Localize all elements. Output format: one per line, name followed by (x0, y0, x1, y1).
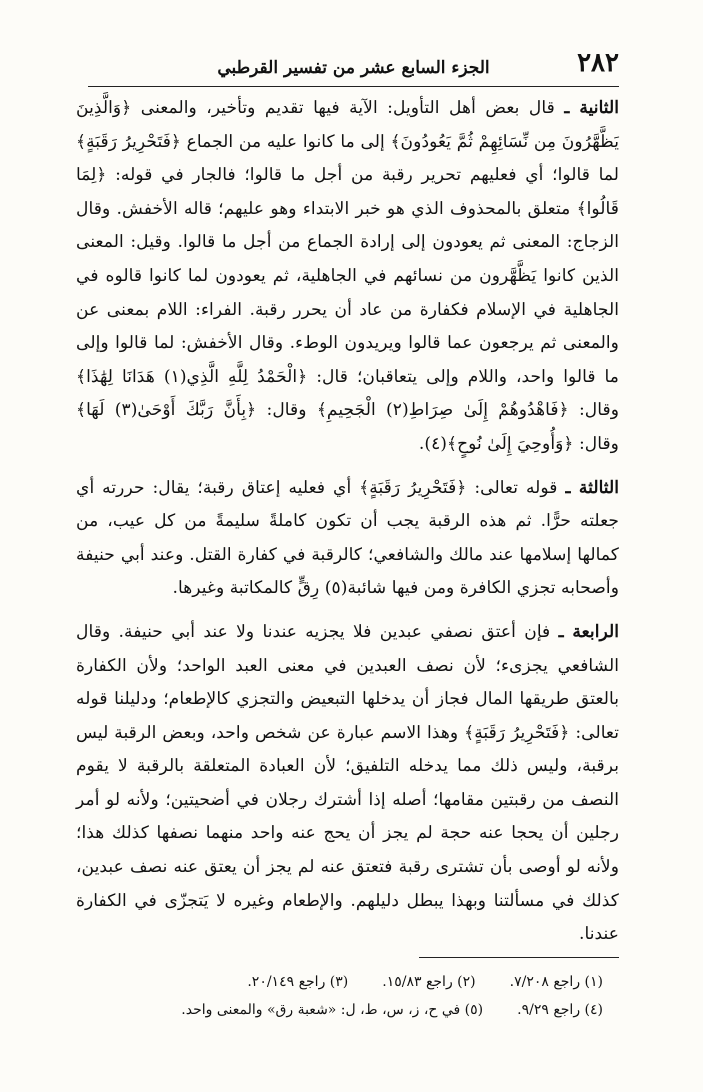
footnote-row (90, 968, 603, 996)
paragraph-fourth (76, 616, 619, 952)
footnote: (٢) راجع ١٥/٨٣. (382, 974, 476, 990)
footnote: (١) راجع ٧/٢٠٨. (509, 974, 603, 990)
paragraph-lead: الثانية ـ (564, 98, 620, 118)
body-text (76, 92, 619, 962)
footnote: (٣) راجع ٢٠/١٤٩. (247, 974, 349, 990)
footnote-row (90, 996, 603, 1024)
page-header (88, 48, 619, 87)
paragraph-lead: الرابعة ـ (558, 621, 619, 642)
footnote: (٤) راجع ٩/٢٩. (517, 1002, 603, 1018)
paragraph-second (76, 92, 619, 462)
paragraph-third (76, 472, 619, 606)
paragraph-text: قوله تعالى: ﴿فَتَحْرِيرُ رَقَبَةٍ﴾ أي فعليه إعتاق رقبة؛ يقال: حررته أي جعلته حرًّا. ثم هذه الرقبة يجب أن تكون كاملةً سليمةً من كل عيب، من كمالها إسلامها عند مالك والشافعي؛ كالرقبة في كفارة القتل. وعند أبي حنيفة وأصحابه تجزي الكافرة ومن فيها شائبة(٥) رِقٍّ كالمكاتبة وغيرها. (76, 477, 619, 599)
footnotes (90, 968, 603, 1024)
footnote: (٥) في ح، ز، س، ط، ل: «شعبة رق» والمعنى واحد. (181, 1002, 484, 1018)
paragraph-text: قال بعض أهل التأويل: الآية فيها تقديم وتأخير، والمعنى ﴿وَالَّذِينَ يَظَّهَّرُونَ مِن نِّسَائِهِمْ ثُمَّ يَعُودُونَ﴾ إلى ما كانوا عليه من الجماع ﴿فَتَحْرِيرُ رَقَبَةٍ﴾ لما قالوا؛ أي فعليهم تحرير رقبة من أجل ما قالوا؛ فالجار في قوله: ﴿لِمَا قَالُوا﴾ متعلق بالمحذوف الذي هو خبر الابتداء وهو عليهم؛ قاله الأخفش. وقال الزجاج: المعنى ثم يعودون إلى إرادة الجماع من أجل ما قالوا. وقيل: المعنى الذين كانوا يَظَّهَّرون من نسائهم في الجاهلية، ثم يعودون لما كانوا قالوه في الجاهلية في الإسلام فكفارة من عاد أن يحرر رقبة. الفراء: اللام بمعنى عن والمعنى ثم يرجعون عما قالوا ويريدون الوطء. وقال الأخفش: لما قالوا وإلى ما قالوا واحد، واللام وإلى يتعاقبان؛ قال: ﴿الْحَمْدُ لِلَّهِ الَّذِي(١) هَدَانَا لِهَٰذَا﴾ وقال: ﴿فَاهْدُوهُمْ إِلَىٰ صِرَاطِ(٢) الْجَحِيمِ﴾ وقال: ﴿بِأَنَّ رَبَّكَ أَوْحَىٰ(٣) لَهَا﴾ وقال: ﴿وَأُوحِيَ إِلَىٰ نُوحٍ﴾(٤). (76, 98, 620, 454)
footnote-divider (419, 957, 619, 958)
running-title: الجزء السابع عشر من تفسير القرطبي (217, 58, 490, 78)
page-number: ٢٨٢ (577, 48, 619, 78)
paragraph-text: فإن أعتق نصفي عبدين فلا يجزيه عندنا ولا عند أبي حنيفة. وقال الشافعي يجزىء؛ لأن نصف العبدين في معنى العبد الواحد؛ ولأن الكفارة بالعتق طريقها المال فجاز أن يدخلها التبعيض والتجزي كالإطعام؛ ودليلنا قوله تعالى: ﴿فَتَحْرِيرُ رَقَبَةٍ﴾ وهذا الاسم عبارة عن شخص واحد، وبعض الرقبة ليس برقبة، وليس ذلك مما يدخله التلفيق؛ لأن العبادة المتعلقة بالرقبة لا يقوم النصف من رقبتين مقامها؛ أصله إذا أشترك رجلان في أضحيتين؛ ولأنه لو أمر رجلين أن يحجا عنه حجة لم يجز أن يحج عنه واحد منهما نصفها كذلك هذا؛ ولأنه لو أوصى بأن تشترى رقبة فتعتق عنه لم يجز أن يعتق عنه نصف عبدين، كذلك في مسألتنا وبهذا يبطل دليلهم. والإطعام وغيره لا يَتجزّى في الكفارة عندنا. (76, 621, 619, 945)
paragraph-lead: الثالثة ـ (565, 477, 620, 498)
